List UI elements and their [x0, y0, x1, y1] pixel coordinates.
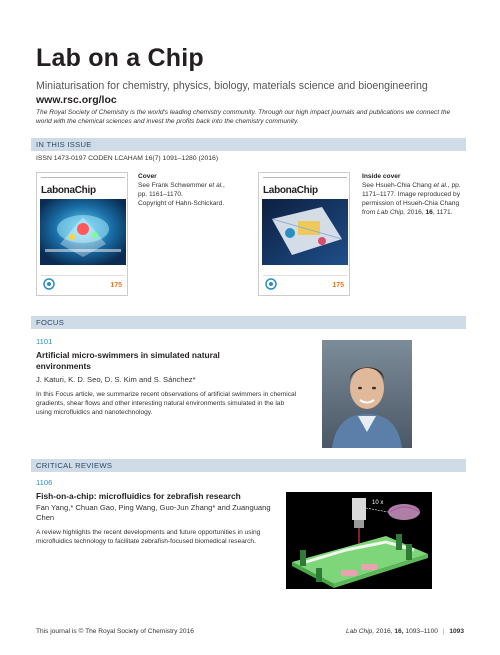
author-photo	[322, 340, 412, 448]
focus-page-link[interactable]: 1101	[36, 337, 53, 346]
cover-logo: LabonaChip	[41, 185, 96, 196]
rsc-logo-icon	[265, 278, 277, 290]
footer-volume: 16,	[394, 628, 404, 635]
rsc-blurb: The Royal Society of Chemistry is the world's leading chemistry community. Through our high impact journals and publications we connect the world with the chemical sciences and invest the profits back into the chemistry community.	[36, 109, 451, 125]
inside-cover-volume: 16	[425, 209, 433, 217]
focus-article-title[interactable]: Artificial micro-swimmers in simulated natural environments	[36, 350, 220, 371]
journal-url-link[interactable]: www.rsc.org/loc	[36, 94, 117, 106]
cover-see-author: See Frank Schwemmer	[138, 182, 207, 190]
cover-label: Cover	[138, 173, 157, 180]
section-heading-critical-reviews: CRITICAL REVIEWS	[31, 459, 466, 472]
cover-et-al: et al.	[208, 182, 224, 190]
journal-title: Lab on a Chip	[36, 44, 204, 72]
section-heading-in-this-issue: IN THIS ISSUE	[31, 138, 466, 151]
inside-cover-art	[262, 199, 348, 265]
footer-separator: |	[442, 628, 445, 635]
inside-cover-et-al: et al.,	[433, 182, 450, 190]
cover-pages: pp. 1161–1170.	[138, 191, 183, 199]
inside-cover-label: Inside cover	[362, 173, 401, 180]
cover-top-rule	[263, 177, 347, 180]
front-cover-thumbnail[interactable]	[36, 172, 128, 296]
section-heading-focus: FOCUS	[31, 316, 466, 329]
figure-magnification-label: 10 x	[372, 500, 384, 506]
footer-page-number: 1093	[449, 628, 464, 635]
footer-journal: Lab Chip,	[345, 628, 375, 635]
cover-issue-number: 175	[110, 282, 122, 289]
review-figure	[286, 492, 432, 589]
focus-article-authors: J. Katuri, K. D. Seo, D. S. Kim and S. Sánchez*	[36, 375, 196, 384]
inside-cover-caption	[362, 172, 467, 217]
review-article-abstract: A review highlights the recent developments and future opportunities in using microfluidics technology to facilitate zebrafish-focused biomedical research.	[36, 529, 261, 546]
inside-cover-see-author: See Hsueh-Chia Chang	[362, 182, 432, 190]
focus-article-abstract: In this Focus article, we summarize recent observations of artificial swimmers in chemical gradients, shear flows and other interesting natural environments simulated in the lab using microfluidics and nanotechnology.	[36, 391, 297, 417]
cover-logo: LabonaChip	[263, 185, 318, 196]
footer-citation	[346, 628, 464, 635]
inside-cover-journal-ref: Lab Chip,	[377, 209, 406, 217]
review-article-title[interactable]: Fish-on-a-chip: microfluidics for zebrafish research	[36, 491, 241, 501]
inside-cover-thumbnail[interactable]	[258, 172, 350, 296]
footer-pages: 1093–1100	[405, 628, 438, 635]
review-page-link[interactable]: 1106	[36, 478, 53, 487]
inside-cover-journal-year: 2016,	[407, 209, 424, 217]
footer-year: 2016,	[376, 628, 393, 635]
journal-subtitle: Miniaturisation for chemistry, physics, biology, materials science and bioengineering	[36, 80, 428, 92]
issn-line: ISSN 1473-0197 CODEN LCAHAM 16(7) 1091–1280 (2016)	[36, 155, 219, 162]
inside-cover-pages: pp. 1171–1177. Image reproduced by permission of Hsueh-Chia Chang from	[362, 182, 461, 217]
cover-top-rule	[41, 177, 125, 180]
rsc-logo-icon	[43, 278, 55, 290]
cover-copyright: Copyright of Hahn-Schickard.	[138, 200, 225, 208]
front-cover-art	[40, 199, 126, 265]
review-article-authors: Fan Yang,* Chuan Gao, Ping Wang, Guo-Jun Zhang* and Zuanguang Chen	[36, 503, 271, 522]
cover-issue-number: 175	[332, 282, 344, 289]
footer-copyright: This journal is © The Royal Society of Chemistry 2016	[36, 628, 194, 635]
inside-cover-journal-page: , 1171.	[432, 209, 453, 217]
front-cover-caption: Cover See Frank Schwemmer et al., pp. 1161–1170. Copyright of Hahn-Schickard.	[138, 173, 225, 208]
